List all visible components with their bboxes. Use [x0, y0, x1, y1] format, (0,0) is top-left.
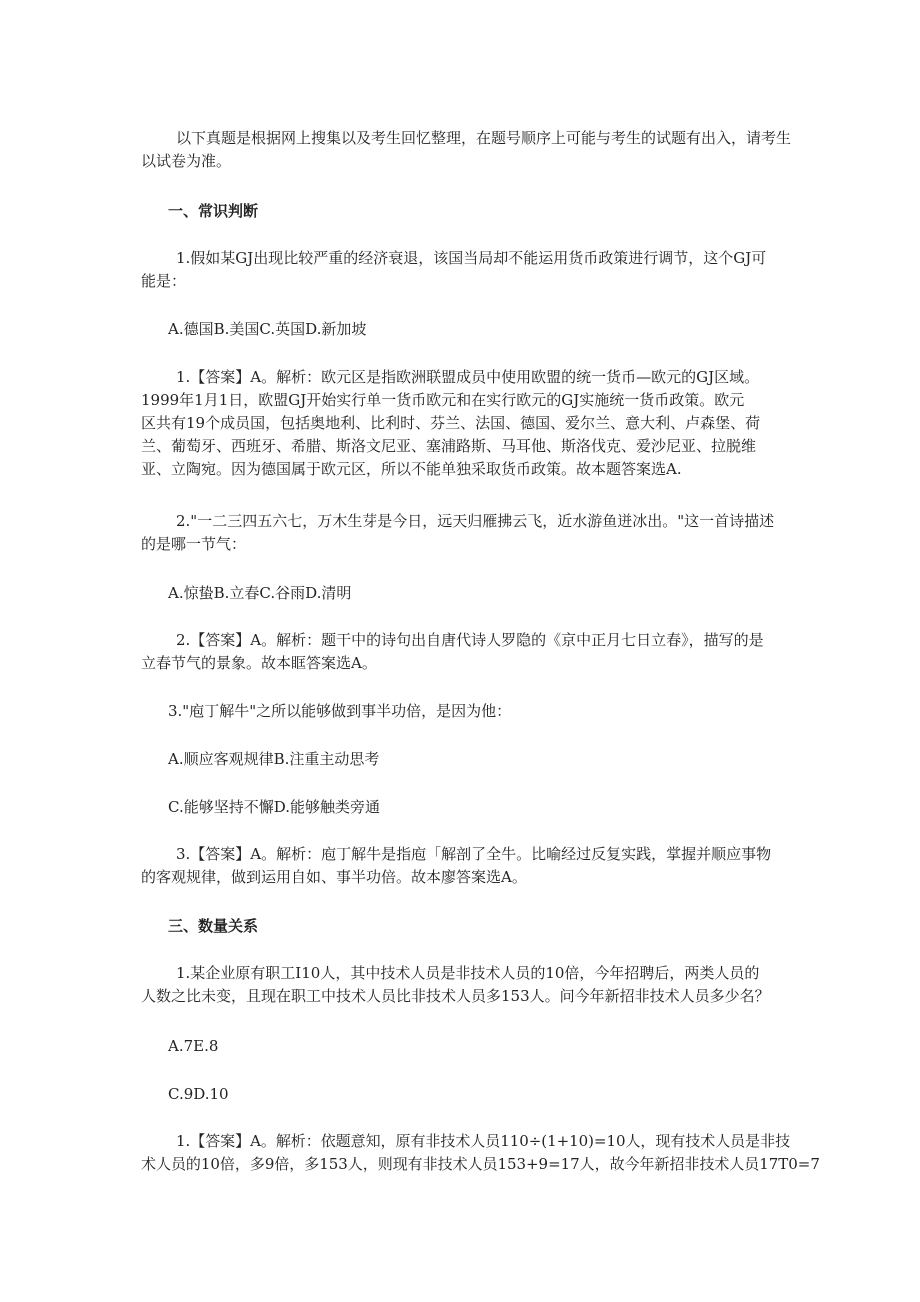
question-4-answer	[141, 1130, 820, 1176]
question-2	[141, 510, 796, 556]
question-3: 3."庖丁解牛"之所以能够做到事半功倍，是因为他：	[168, 702, 512, 720]
section-heading-common-sense: 一、常识判断	[168, 202, 259, 220]
question-3-options-2: C.能够坚持不懈D.能够触类旁通	[168, 798, 380, 816]
answer-4-line-2: 术人员的10倍，多9倍，多153人，则现有非技术人员153+9=17人，故今年新招非技术人员17T0=7	[141, 1155, 820, 1173]
question-4-line-1: 1.某企业原有职工I10人，其中技术人员是非技术人员的10倍，今年招聘后，两类人员的	[176, 964, 760, 982]
section-heading-quantitative: 三、数量关系	[168, 917, 259, 935]
answer-1-line-5: 亚、立陶宛。因为德国属于欧元区，所以不能单独采取货币政策。故本题答案选A.	[141, 460, 682, 478]
answer-2-line-2: 立春节气的景象。故本眶答案选A。	[141, 654, 377, 672]
answer-1-line-1: 1.【答案】A。解析：欧元区是指欧洲联盟成员中使用欧盟的统一货币—欧元的GJ区域。	[176, 368, 760, 386]
question-1	[141, 247, 796, 293]
question-4-options-1: A.7E.8	[168, 1037, 219, 1055]
question-1-line-2: 能是：	[141, 272, 187, 290]
answer-3-line-1: 3.【答案】A。解析：庖丁解牛是指庖「解剖了全牛。比喻经过反复实践，掌握并顺应事物	[176, 845, 772, 863]
answer-1-line-3: 区共有19个成员国，包括奥地利、比利时、芬兰、法国、德国、爱尔兰、意大利、卢森堡、荷	[141, 414, 761, 432]
question-2-answer	[141, 629, 796, 675]
question-1-options: A.德国B.美国C.英国D.新加坡	[168, 320, 367, 338]
answer-3-line-2: 的客观规律，做到运用自如、事半功倍。故本廖答案选A。	[141, 868, 527, 886]
question-2-options: A.惊蛰B.立春C.谷雨D.清明	[168, 584, 352, 602]
question-3-options-1: A.顺应客观规律B.注重主动思考	[168, 750, 380, 768]
question-2-line-2: 的是哪一节气：	[141, 535, 247, 553]
question-3-answer	[141, 843, 796, 889]
question-1-answer	[141, 366, 796, 481]
question-2-line-1: 2."一二三四五六七，万木生芽是今日，远天归雁拂云飞，近水游鱼迸冰出。"这一首诗描述	[176, 512, 775, 530]
intro-paragraph	[141, 127, 796, 173]
question-4-options-2: C.9D.10	[168, 1085, 229, 1103]
question-4-line-2: 人数之比未变，且现在职工中技术人员比非技术人员多153人。问今年新招非技术人员多少名？	[141, 987, 770, 1005]
intro-line-2: 以试卷为准。	[141, 152, 232, 170]
answer-2-line-1: 2.【答案】A。解析：题干中的诗句出自唐代诗人罗隐的《京中正月七日立春》，描写的是	[176, 631, 764, 649]
intro-line-1: 以下真题是根据网上搜集以及考生回忆整理，在题号顺序上可能与考生的试题有出入，请考生	[176, 129, 792, 147]
answer-1-line-2: 1999年1月1日，欧盟GJ开始实行单一货币欧元和在实行欧元的GJ实施统一货币政策。欧元	[141, 391, 745, 409]
answer-1-line-4: 兰、葡萄牙、西班牙、希腊、斯洛文尼亚、塞浦路斯、马耳他、斯洛伐克、爱沙尼亚、拉脱维	[141, 437, 757, 455]
question-1-line-1: 1.假如某GJ出现比较严重的经济衰退，该国当局却不能运用货币政策进行调节，这个GJ可	[176, 249, 767, 267]
answer-4-line-1: 1.【答案】A。解析：依题意知，原有非技术人员110÷(1+10)=10人，现有技术人员是非技	[176, 1132, 791, 1150]
question-4	[141, 962, 796, 1008]
